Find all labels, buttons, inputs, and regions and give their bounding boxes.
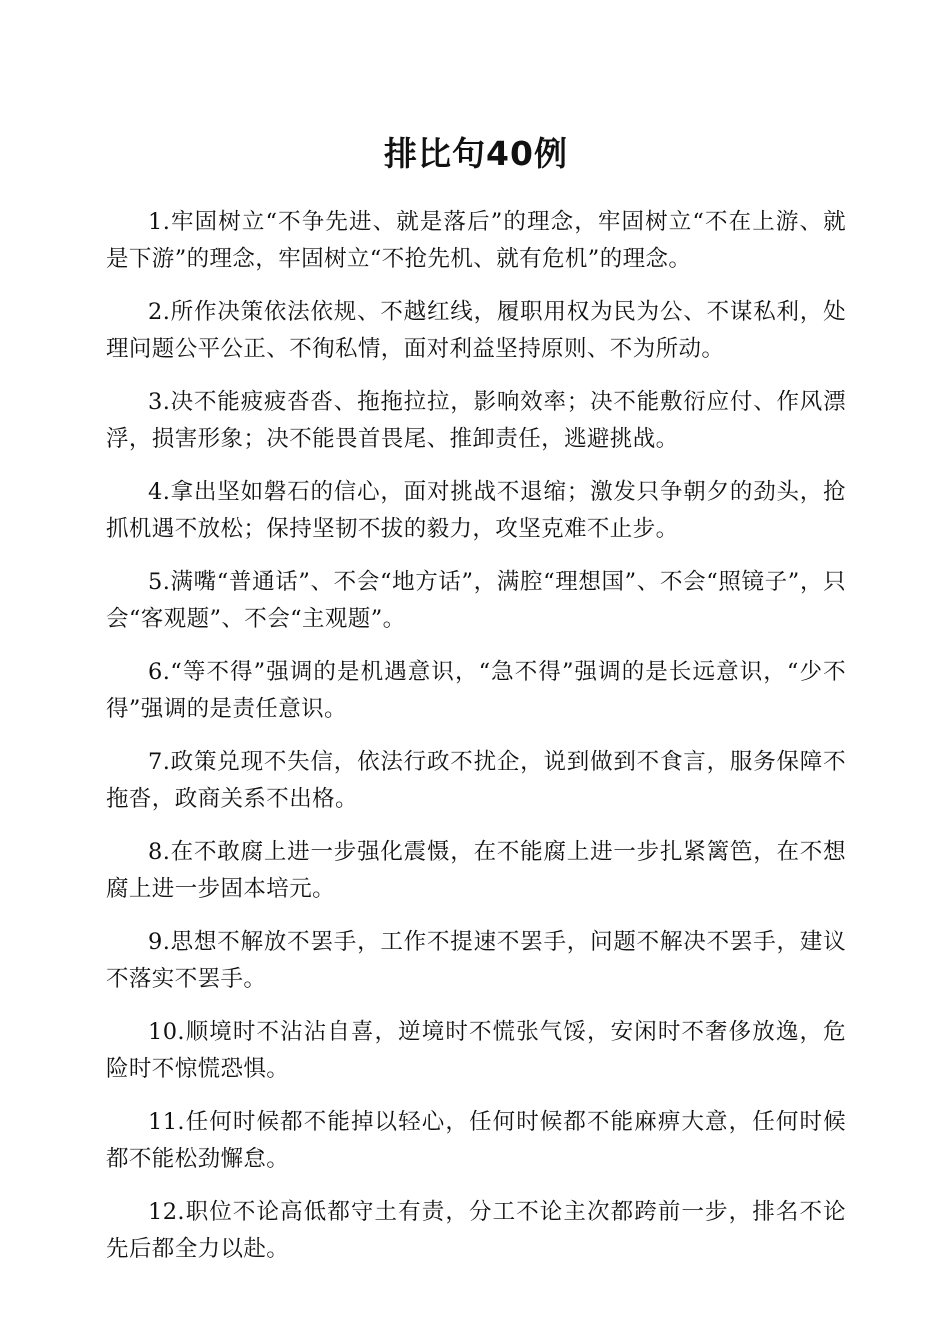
- list-item: 12.职位不论高低都守土有责，分工不论主次都跨前一步，排名不论先后都全力以赴。: [106, 1199, 846, 1262]
- list-item: 2.所作决策依法依规、不越红线，履职用权为民为公、不谋私利，处理问题公平公正、不徇私情，面对利益坚持原则、不为所动。: [106, 299, 846, 362]
- list-item: 6.“等不得”强调的是机遇意识，“急不得”强调的是长远意识，“少不得”强调的是责任意识。: [106, 659, 846, 722]
- list-item: 1.牢固树立“不争先进、就是落后”的理念，牢固树立“不在上游、就是下游”的理念，牢固树立“不抢先机、就有危机”的理念。: [106, 209, 846, 272]
- list-item: 10.顺境时不沾沾自喜，逆境时不慌张气馁，安闲时不奢侈放逸，危险时不惊慌恐惧。: [106, 1019, 846, 1082]
- list-item: 9.思想不解放不罢手，工作不提速不罢手，问题不解决不罢手，建议不落实不罢手。: [106, 929, 846, 992]
- list-item: 7.政策兑现不失信，依法行政不扰企，说到做到不食言，服务保障不拖沓，政商关系不出格。: [106, 749, 846, 812]
- list-item: 3.决不能疲疲沓沓、拖拖拉拉，影响效率；决不能敷衍应付、作风漂浮，损害形象；决不能畏首畏尾、推卸责任，逃避挑战。: [106, 389, 846, 452]
- list-item: 5.满嘴“普通话”、不会“地方话”，满腔“理想国”、不会“照镜子”，只会“客观题”、不会“主观题”。: [106, 569, 846, 632]
- parallelism-list: [106, 204, 846, 1268]
- list-item: 4.拿出坚如磐石的信心，面对挑战不退缩；激发只争朝夕的劲头，抢抓机遇不放松；保持坚韧不拔的毅力，攻坚克难不止步。: [106, 479, 846, 542]
- page-title: 排比句40例: [384, 134, 568, 173]
- list-item: 11.任何时候都不能掉以轻心，任何时候都不能麻痹大意，任何时候都不能松劲懈怠。: [106, 1109, 846, 1172]
- list-item: 8.在不敢腐上进一步强化震慑，在不能腐上进一步扎紧篱笆，在不想腐上进一步固本培元。: [106, 839, 846, 902]
